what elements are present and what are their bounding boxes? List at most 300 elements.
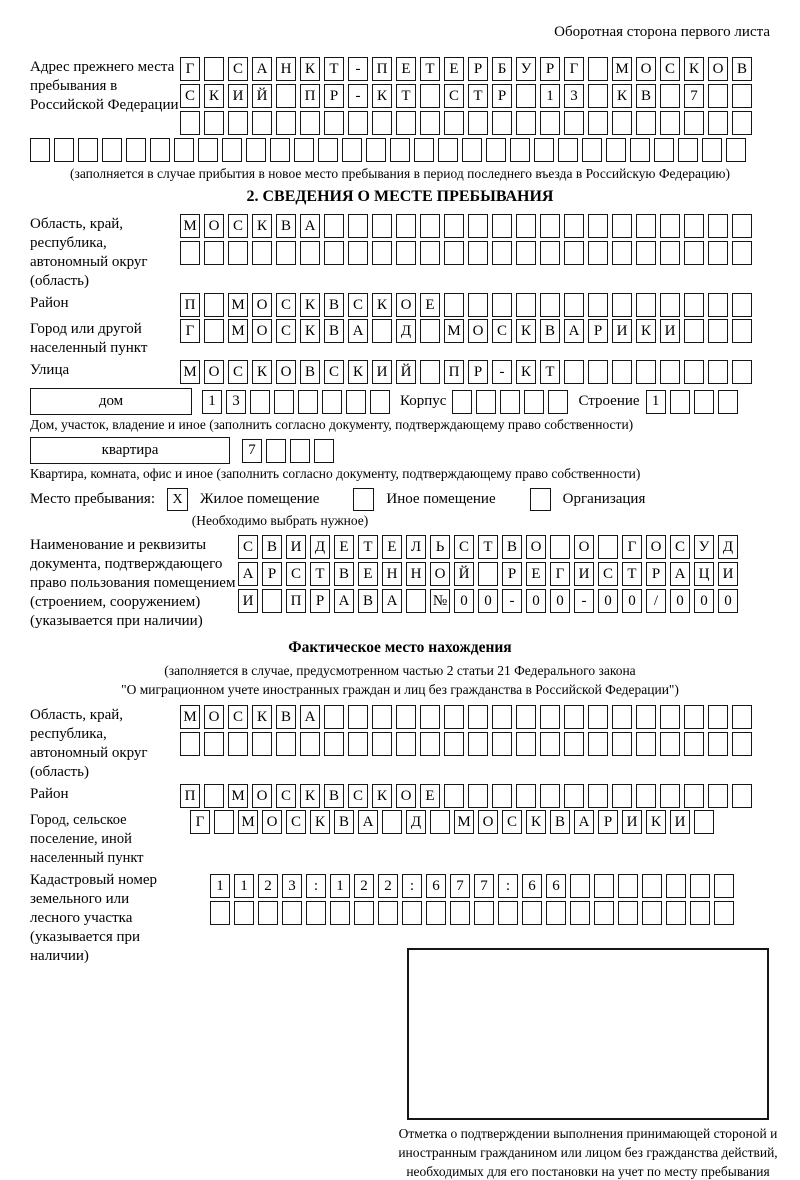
- char-cell[interactable]: Р: [468, 57, 488, 81]
- char-cell[interactable]: С: [228, 214, 248, 238]
- char-cell[interactable]: [612, 111, 632, 135]
- char-cell[interactable]: [594, 874, 614, 898]
- checkbox-organization[interactable]: [530, 488, 551, 511]
- char-cell[interactable]: [222, 138, 242, 162]
- char-cell[interactable]: [694, 390, 714, 414]
- char-cell[interactable]: [204, 111, 224, 135]
- char-cell[interactable]: [548, 390, 568, 414]
- char-cell[interactable]: [420, 214, 440, 238]
- char-cell[interactable]: Р: [262, 562, 282, 586]
- char-cell[interactable]: [708, 784, 728, 808]
- char-cell[interactable]: Р: [598, 810, 618, 834]
- char-cell[interactable]: [636, 784, 656, 808]
- char-cell[interactable]: [666, 874, 686, 898]
- char-cell[interactable]: К: [372, 784, 392, 808]
- char-cell[interactable]: И: [286, 535, 306, 559]
- char-cell[interactable]: О: [252, 784, 272, 808]
- char-cell[interactable]: 1: [202, 390, 222, 414]
- char-cell[interactable]: [684, 705, 704, 729]
- char-cell[interactable]: [274, 390, 294, 414]
- char-cell[interactable]: [516, 293, 536, 317]
- char-cell[interactable]: [180, 732, 200, 756]
- house-type-box[interactable]: дом: [30, 388, 192, 415]
- char-cell[interactable]: [366, 138, 386, 162]
- char-cell[interactable]: Г: [180, 57, 200, 81]
- char-cell[interactable]: Т: [622, 562, 642, 586]
- char-cell[interactable]: [420, 732, 440, 756]
- char-cell[interactable]: [324, 214, 344, 238]
- char-cell[interactable]: С: [348, 293, 368, 317]
- char-cell[interactable]: [612, 293, 632, 317]
- char-cell[interactable]: [732, 214, 752, 238]
- char-cell[interactable]: О: [478, 810, 498, 834]
- char-cell[interactable]: Р: [540, 57, 560, 81]
- char-cell[interactable]: [636, 732, 656, 756]
- char-cell[interactable]: В: [300, 360, 320, 384]
- char-cell[interactable]: С: [276, 319, 296, 343]
- char-cell[interactable]: В: [732, 57, 752, 81]
- char-cell[interactable]: О: [396, 784, 416, 808]
- char-cell[interactable]: -: [574, 589, 594, 613]
- char-cell[interactable]: [516, 705, 536, 729]
- char-cell[interactable]: [732, 319, 752, 343]
- char-cell[interactable]: [660, 360, 680, 384]
- char-cell[interactable]: [498, 901, 518, 925]
- char-cell[interactable]: О: [574, 535, 594, 559]
- checkbox-residential[interactable]: X: [167, 488, 188, 511]
- char-cell[interactable]: [492, 111, 512, 135]
- char-cell[interactable]: [370, 390, 390, 414]
- char-cell[interactable]: М: [444, 319, 464, 343]
- char-cell[interactable]: С: [670, 535, 690, 559]
- char-cell[interactable]: [372, 732, 392, 756]
- char-cell[interactable]: [660, 241, 680, 265]
- char-cell[interactable]: [396, 241, 416, 265]
- char-cell[interactable]: Е: [358, 562, 378, 586]
- char-cell[interactable]: 1: [210, 874, 230, 898]
- char-cell[interactable]: 6: [546, 874, 566, 898]
- char-cell[interactable]: [732, 705, 752, 729]
- char-cell[interactable]: К: [516, 360, 536, 384]
- char-cell[interactable]: [636, 214, 656, 238]
- char-cell[interactable]: [500, 390, 520, 414]
- char-cell[interactable]: 0: [478, 589, 498, 613]
- char-cell[interactable]: [732, 84, 752, 108]
- char-cell[interactable]: П: [286, 589, 306, 613]
- char-cell[interactable]: /: [646, 589, 666, 613]
- char-cell[interactable]: [462, 138, 482, 162]
- char-cell[interactable]: [516, 84, 536, 108]
- char-cell[interactable]: [660, 293, 680, 317]
- char-cell[interactable]: С: [238, 535, 258, 559]
- char-cell[interactable]: [558, 138, 578, 162]
- char-cell[interactable]: [102, 138, 122, 162]
- char-cell[interactable]: К: [516, 319, 536, 343]
- char-cell[interactable]: [540, 241, 560, 265]
- char-cell[interactable]: [660, 111, 680, 135]
- char-cell[interactable]: С: [276, 784, 296, 808]
- char-cell[interactable]: [444, 214, 464, 238]
- char-cell[interactable]: [684, 241, 704, 265]
- char-cell[interactable]: [270, 138, 290, 162]
- char-cell[interactable]: [306, 901, 326, 925]
- char-cell[interactable]: 3: [564, 84, 584, 108]
- char-cell[interactable]: С: [286, 562, 306, 586]
- char-cell[interactable]: П: [180, 293, 200, 317]
- char-cell[interactable]: [540, 784, 560, 808]
- char-cell[interactable]: К: [310, 810, 330, 834]
- char-cell[interactable]: М: [228, 784, 248, 808]
- char-cell[interactable]: 0: [454, 589, 474, 613]
- char-cell[interactable]: Р: [588, 319, 608, 343]
- char-cell[interactable]: [732, 784, 752, 808]
- char-cell[interactable]: [348, 111, 368, 135]
- char-cell[interactable]: [732, 360, 752, 384]
- char-cell[interactable]: Й: [454, 562, 474, 586]
- char-cell[interactable]: [30, 138, 50, 162]
- char-cell[interactable]: А: [564, 319, 584, 343]
- char-cell[interactable]: Г: [180, 319, 200, 343]
- char-cell[interactable]: С: [276, 293, 296, 317]
- char-cell[interactable]: К: [636, 319, 656, 343]
- char-cell[interactable]: С: [502, 810, 522, 834]
- char-cell[interactable]: [300, 111, 320, 135]
- char-cell[interactable]: И: [718, 562, 738, 586]
- char-cell[interactable]: 1: [234, 874, 254, 898]
- char-cell[interactable]: [540, 293, 560, 317]
- char-cell[interactable]: [550, 535, 570, 559]
- char-cell[interactable]: [478, 562, 498, 586]
- char-cell[interactable]: [714, 874, 734, 898]
- char-cell[interactable]: А: [334, 589, 354, 613]
- char-cell[interactable]: В: [324, 319, 344, 343]
- char-cell[interactable]: [420, 319, 440, 343]
- char-cell[interactable]: К: [252, 705, 272, 729]
- char-cell[interactable]: [612, 732, 632, 756]
- char-cell[interactable]: [684, 360, 704, 384]
- char-cell[interactable]: О: [252, 319, 272, 343]
- char-cell[interactable]: [708, 732, 728, 756]
- char-cell[interactable]: [718, 390, 738, 414]
- char-cell[interactable]: [630, 138, 650, 162]
- char-cell[interactable]: [588, 84, 608, 108]
- char-cell[interactable]: Т: [468, 84, 488, 108]
- char-cell[interactable]: 6: [426, 874, 446, 898]
- char-cell[interactable]: [510, 138, 530, 162]
- char-cell[interactable]: [314, 439, 334, 463]
- char-cell[interactable]: [708, 84, 728, 108]
- char-cell[interactable]: [468, 705, 488, 729]
- char-cell[interactable]: [438, 138, 458, 162]
- char-cell[interactable]: [290, 439, 310, 463]
- char-cell[interactable]: 7: [450, 874, 470, 898]
- char-cell[interactable]: [276, 84, 296, 108]
- char-cell[interactable]: [492, 214, 512, 238]
- char-cell[interactable]: [396, 111, 416, 135]
- char-cell[interactable]: [660, 214, 680, 238]
- char-cell[interactable]: [660, 732, 680, 756]
- char-cell[interactable]: [564, 784, 584, 808]
- char-cell[interactable]: [612, 360, 632, 384]
- char-cell[interactable]: [702, 138, 722, 162]
- char-cell[interactable]: М: [454, 810, 474, 834]
- char-cell[interactable]: И: [622, 810, 642, 834]
- char-cell[interactable]: :: [402, 874, 422, 898]
- char-cell[interactable]: [322, 390, 342, 414]
- char-cell[interactable]: 0: [694, 589, 714, 613]
- char-cell[interactable]: [564, 111, 584, 135]
- char-cell[interactable]: В: [358, 589, 378, 613]
- char-cell[interactable]: [666, 901, 686, 925]
- char-cell[interactable]: [468, 111, 488, 135]
- char-cell[interactable]: [660, 84, 680, 108]
- char-cell[interactable]: [492, 293, 512, 317]
- char-cell[interactable]: В: [324, 293, 344, 317]
- char-cell[interactable]: Л: [406, 535, 426, 559]
- char-cell[interactable]: [540, 111, 560, 135]
- char-cell[interactable]: 2: [378, 874, 398, 898]
- char-cell[interactable]: П: [180, 784, 200, 808]
- char-cell[interactable]: [444, 111, 464, 135]
- char-cell[interactable]: [670, 390, 690, 414]
- char-cell[interactable]: [468, 214, 488, 238]
- char-cell[interactable]: [430, 810, 450, 834]
- char-cell[interactable]: [210, 901, 230, 925]
- char-cell[interactable]: К: [348, 360, 368, 384]
- char-cell[interactable]: -: [502, 589, 522, 613]
- char-cell[interactable]: В: [324, 784, 344, 808]
- char-cell[interactable]: Й: [252, 84, 272, 108]
- char-cell[interactable]: [636, 241, 656, 265]
- char-cell[interactable]: Т: [324, 57, 344, 81]
- char-cell[interactable]: [468, 784, 488, 808]
- char-cell[interactable]: [714, 901, 734, 925]
- char-cell[interactable]: [732, 241, 752, 265]
- char-cell[interactable]: [612, 784, 632, 808]
- char-cell[interactable]: К: [646, 810, 666, 834]
- char-cell[interactable]: [598, 535, 618, 559]
- char-cell[interactable]: [732, 293, 752, 317]
- char-cell[interactable]: А: [574, 810, 594, 834]
- char-cell[interactable]: [276, 111, 296, 135]
- char-cell[interactable]: -: [348, 57, 368, 81]
- char-cell[interactable]: [444, 705, 464, 729]
- char-cell[interactable]: Е: [420, 784, 440, 808]
- char-cell[interactable]: Р: [310, 589, 330, 613]
- char-cell[interactable]: О: [204, 360, 224, 384]
- char-cell[interactable]: 0: [718, 589, 738, 613]
- char-cell[interactable]: К: [252, 360, 272, 384]
- char-cell[interactable]: Т: [310, 562, 330, 586]
- char-cell[interactable]: [420, 111, 440, 135]
- char-cell[interactable]: К: [252, 214, 272, 238]
- char-cell[interactable]: Р: [492, 84, 512, 108]
- char-cell[interactable]: [618, 874, 638, 898]
- char-cell[interactable]: [78, 138, 98, 162]
- char-cell[interactable]: [588, 705, 608, 729]
- char-cell[interactable]: А: [238, 562, 258, 586]
- char-cell[interactable]: [342, 138, 362, 162]
- char-cell[interactable]: Т: [396, 84, 416, 108]
- char-cell[interactable]: А: [382, 589, 402, 613]
- char-cell[interactable]: -: [348, 84, 368, 108]
- char-cell[interactable]: [708, 241, 728, 265]
- char-cell[interactable]: Г: [564, 57, 584, 81]
- char-cell[interactable]: О: [646, 535, 666, 559]
- char-cell[interactable]: Р: [646, 562, 666, 586]
- char-cell[interactable]: В: [636, 84, 656, 108]
- char-cell[interactable]: [684, 111, 704, 135]
- char-cell[interactable]: [708, 111, 728, 135]
- char-cell[interactable]: У: [694, 535, 714, 559]
- char-cell[interactable]: Т: [420, 57, 440, 81]
- char-cell[interactable]: А: [300, 705, 320, 729]
- char-cell[interactable]: С: [180, 84, 200, 108]
- char-cell[interactable]: [174, 138, 194, 162]
- char-cell[interactable]: [372, 705, 392, 729]
- char-cell[interactable]: [348, 732, 368, 756]
- char-cell[interactable]: С: [286, 810, 306, 834]
- char-cell[interactable]: [636, 705, 656, 729]
- char-cell[interactable]: В: [276, 705, 296, 729]
- char-cell[interactable]: [372, 214, 392, 238]
- char-cell[interactable]: П: [372, 57, 392, 81]
- char-cell[interactable]: [684, 293, 704, 317]
- char-cell[interactable]: [180, 241, 200, 265]
- char-cell[interactable]: №: [430, 589, 450, 613]
- char-cell[interactable]: [636, 360, 656, 384]
- char-cell[interactable]: О: [636, 57, 656, 81]
- char-cell[interactable]: [474, 901, 494, 925]
- char-cell[interactable]: А: [252, 57, 272, 81]
- char-cell[interactable]: [564, 732, 584, 756]
- char-cell[interactable]: [396, 705, 416, 729]
- char-cell[interactable]: К: [684, 57, 704, 81]
- char-cell[interactable]: [582, 138, 602, 162]
- char-cell[interactable]: [540, 732, 560, 756]
- char-cell[interactable]: [516, 111, 536, 135]
- char-cell[interactable]: О: [252, 293, 272, 317]
- char-cell[interactable]: [606, 138, 626, 162]
- char-cell[interactable]: [492, 705, 512, 729]
- char-cell[interactable]: [468, 732, 488, 756]
- char-cell[interactable]: [324, 111, 344, 135]
- char-cell[interactable]: [258, 901, 278, 925]
- char-cell[interactable]: [54, 138, 74, 162]
- char-cell[interactable]: [588, 293, 608, 317]
- char-cell[interactable]: [204, 319, 224, 343]
- char-cell[interactable]: С: [228, 705, 248, 729]
- char-cell[interactable]: В: [334, 562, 354, 586]
- char-cell[interactable]: Г: [622, 535, 642, 559]
- char-cell[interactable]: [564, 705, 584, 729]
- char-cell[interactable]: А: [348, 319, 368, 343]
- char-cell[interactable]: Ь: [430, 535, 450, 559]
- char-cell[interactable]: Н: [276, 57, 296, 81]
- char-cell[interactable]: У: [516, 57, 536, 81]
- char-cell[interactable]: [324, 732, 344, 756]
- char-cell[interactable]: О: [526, 535, 546, 559]
- char-cell[interactable]: [246, 138, 266, 162]
- char-cell[interactable]: И: [372, 360, 392, 384]
- char-cell[interactable]: [540, 214, 560, 238]
- char-cell[interactable]: [678, 138, 698, 162]
- char-cell[interactable]: [540, 705, 560, 729]
- char-cell[interactable]: И: [660, 319, 680, 343]
- char-cell[interactable]: [276, 241, 296, 265]
- char-cell[interactable]: [524, 390, 544, 414]
- char-cell[interactable]: [372, 241, 392, 265]
- char-cell[interactable]: [444, 732, 464, 756]
- char-cell[interactable]: [684, 784, 704, 808]
- char-cell[interactable]: [402, 901, 422, 925]
- char-cell[interactable]: [324, 241, 344, 265]
- char-cell[interactable]: М: [228, 293, 248, 317]
- char-cell[interactable]: [252, 732, 272, 756]
- char-cell[interactable]: М: [238, 810, 258, 834]
- char-cell[interactable]: [516, 241, 536, 265]
- char-cell[interactable]: [684, 732, 704, 756]
- char-cell[interactable]: М: [228, 319, 248, 343]
- char-cell[interactable]: Е: [526, 562, 546, 586]
- char-cell[interactable]: [354, 901, 374, 925]
- char-cell[interactable]: [546, 901, 566, 925]
- char-cell[interactable]: [588, 57, 608, 81]
- char-cell[interactable]: И: [574, 562, 594, 586]
- char-cell[interactable]: О: [468, 319, 488, 343]
- char-cell[interactable]: К: [300, 293, 320, 317]
- char-cell[interactable]: [348, 241, 368, 265]
- char-cell[interactable]: [372, 319, 392, 343]
- char-cell[interactable]: О: [204, 214, 224, 238]
- char-cell[interactable]: К: [300, 57, 320, 81]
- char-cell[interactable]: [396, 214, 416, 238]
- char-cell[interactable]: [266, 439, 286, 463]
- char-cell[interactable]: [492, 784, 512, 808]
- char-cell[interactable]: О: [262, 810, 282, 834]
- char-cell[interactable]: С: [444, 84, 464, 108]
- char-cell[interactable]: Б: [492, 57, 512, 81]
- char-cell[interactable]: Т: [478, 535, 498, 559]
- char-cell[interactable]: [450, 901, 470, 925]
- char-cell[interactable]: [690, 874, 710, 898]
- char-cell[interactable]: [378, 901, 398, 925]
- char-cell[interactable]: [708, 214, 728, 238]
- char-cell[interactable]: И: [612, 319, 632, 343]
- char-cell[interactable]: П: [444, 360, 464, 384]
- char-cell[interactable]: [348, 214, 368, 238]
- char-cell[interactable]: 0: [670, 589, 690, 613]
- char-cell[interactable]: [612, 705, 632, 729]
- char-cell[interactable]: М: [180, 214, 200, 238]
- char-cell[interactable]: [396, 732, 416, 756]
- char-cell[interactable]: [612, 241, 632, 265]
- char-cell[interactable]: Е: [396, 57, 416, 81]
- char-cell[interactable]: В: [550, 810, 570, 834]
- char-cell[interactable]: [708, 705, 728, 729]
- char-cell[interactable]: [444, 784, 464, 808]
- char-cell[interactable]: М: [180, 705, 200, 729]
- char-cell[interactable]: И: [670, 810, 690, 834]
- char-cell[interactable]: Г: [550, 562, 570, 586]
- char-cell[interactable]: В: [334, 810, 354, 834]
- char-cell[interactable]: [228, 732, 248, 756]
- char-cell[interactable]: 1: [540, 84, 560, 108]
- char-cell[interactable]: [708, 293, 728, 317]
- char-cell[interactable]: Д: [396, 319, 416, 343]
- char-cell[interactable]: :: [306, 874, 326, 898]
- char-cell[interactable]: П: [300, 84, 320, 108]
